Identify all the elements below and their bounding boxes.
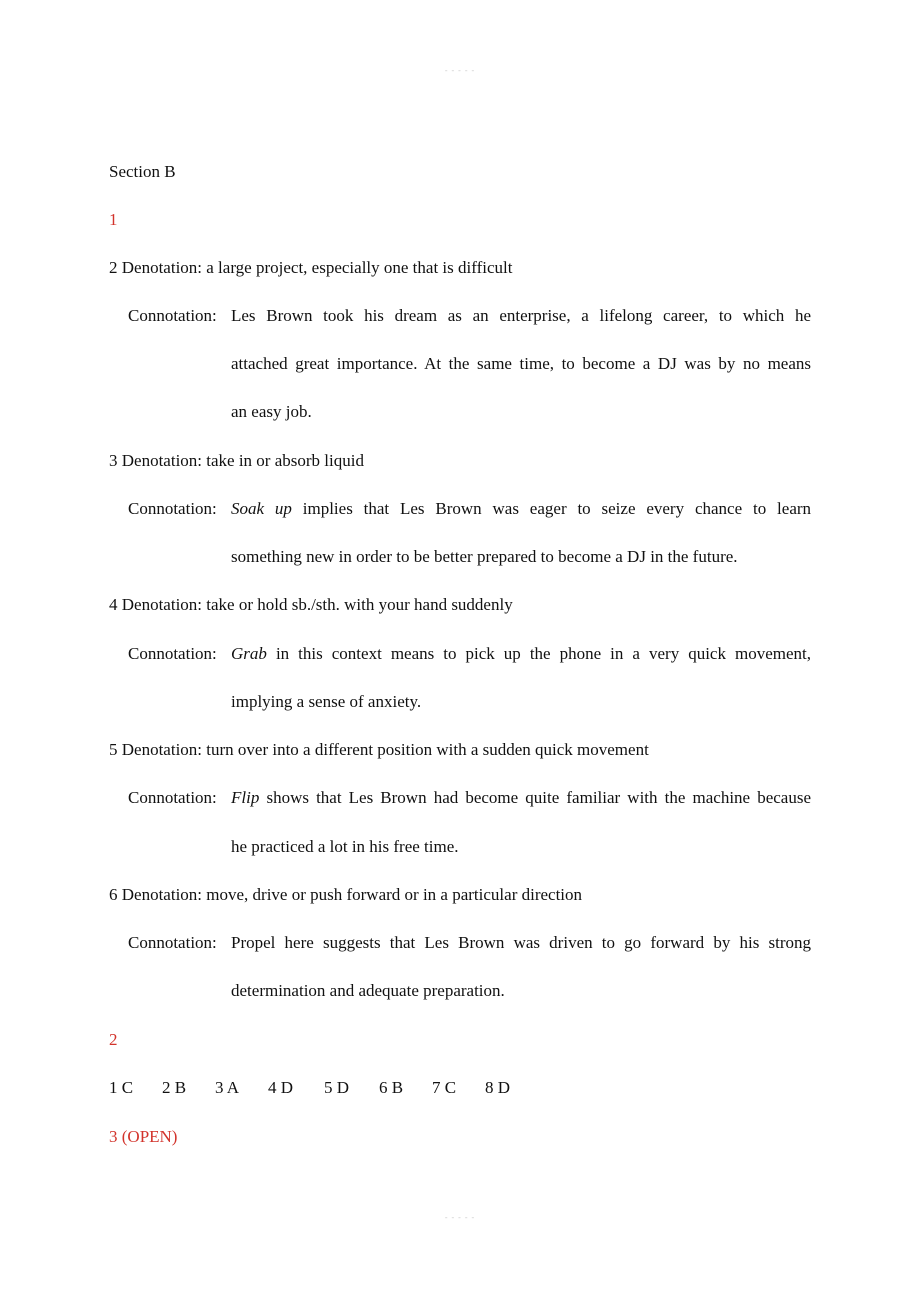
item-2-connotation-line-3: an easy job. bbox=[231, 402, 312, 421]
item-6-denotation: 6 Denotation: move, drive or push forward or in a particular direction bbox=[109, 885, 583, 904]
item-4-connotation-text: in this context means to pick up the phone in a very quick movement, bbox=[275, 644, 812, 663]
answer-8: 8 D bbox=[485, 1078, 511, 1097]
item-2-connotation-line-1: Les Brown took his dream as an enterprise, a lifelong career, to which he bbox=[231, 306, 811, 325]
item-3-denotation: 3 Denotation: take in or absorb liquid bbox=[109, 451, 364, 470]
item-3-connotation-label: Connotation: bbox=[128, 499, 217, 518]
section-title: Section B bbox=[109, 162, 176, 181]
item-5-connotation-line-1 bbox=[231, 787, 811, 809]
item-4-connotation-line-2: implying a sense of anxiety. bbox=[231, 692, 422, 711]
item-3-connotation-line-1 bbox=[231, 498, 811, 520]
item-3-keyword: Soak up bbox=[231, 499, 292, 518]
item-2-denotation: 2 Denotation: a large project, especially one that is difficult bbox=[109, 258, 513, 277]
answer-5: 5 D bbox=[324, 1078, 350, 1097]
item-3-connotation-line-2: something new in order to be better prepared to become a DJ in the future. bbox=[231, 547, 738, 566]
item-6-connotation-label: Connotation: bbox=[128, 933, 217, 952]
item-2-connotation-label: Connotation: bbox=[128, 306, 217, 325]
item-5-denotation: 5 Denotation: turn over into a different position with a sudden quick movement bbox=[109, 740, 649, 759]
item-4-keyword: Grab bbox=[231, 644, 267, 663]
item-5-connotation-line-2: he practiced a lot in his free time. bbox=[231, 837, 459, 856]
item-6-connotation-line-2: determination and adequate preparation. bbox=[231, 981, 505, 1000]
part-1-number: 1 bbox=[109, 210, 118, 229]
item-5-connotation-label: Connotation: bbox=[128, 788, 217, 807]
item-3-connotation-text: implies that Les Brown was eager to seize every chance to learn bbox=[302, 499, 812, 518]
item-4-connotation-label: Connotation: bbox=[128, 644, 217, 663]
answer-2: 2 B bbox=[162, 1078, 187, 1097]
item-5-keyword: Flip bbox=[231, 788, 260, 807]
item-4-connotation-line-1 bbox=[231, 643, 811, 665]
item-5-connotation-text: shows that Les Brown had become quite familiar with the machine because bbox=[266, 788, 811, 807]
page-footer-mark: - - - - - bbox=[444, 1213, 476, 1222]
answer-1: 1 C bbox=[109, 1078, 134, 1097]
answer-6: 6 B bbox=[379, 1078, 404, 1097]
item-6-connotation-line-1: Propel here suggests that Les Brown was driven to go forward by his strong bbox=[231, 933, 811, 952]
page-header-mark: - - - - - bbox=[444, 66, 476, 75]
answer-7: 7 C bbox=[432, 1078, 457, 1097]
answer-3: 3 A bbox=[215, 1078, 240, 1097]
item-4-denotation: 4 Denotation: take or hold sb./sth. with your hand suddenly bbox=[109, 595, 513, 614]
part-3-label: 3 (OPEN) bbox=[109, 1127, 178, 1146]
part-2-number: 2 bbox=[109, 1030, 118, 1049]
item-2-connotation-line-2: attached great importance. At the same time, to become a DJ was by no means bbox=[231, 354, 811, 373]
answer-4: 4 D bbox=[268, 1078, 294, 1097]
